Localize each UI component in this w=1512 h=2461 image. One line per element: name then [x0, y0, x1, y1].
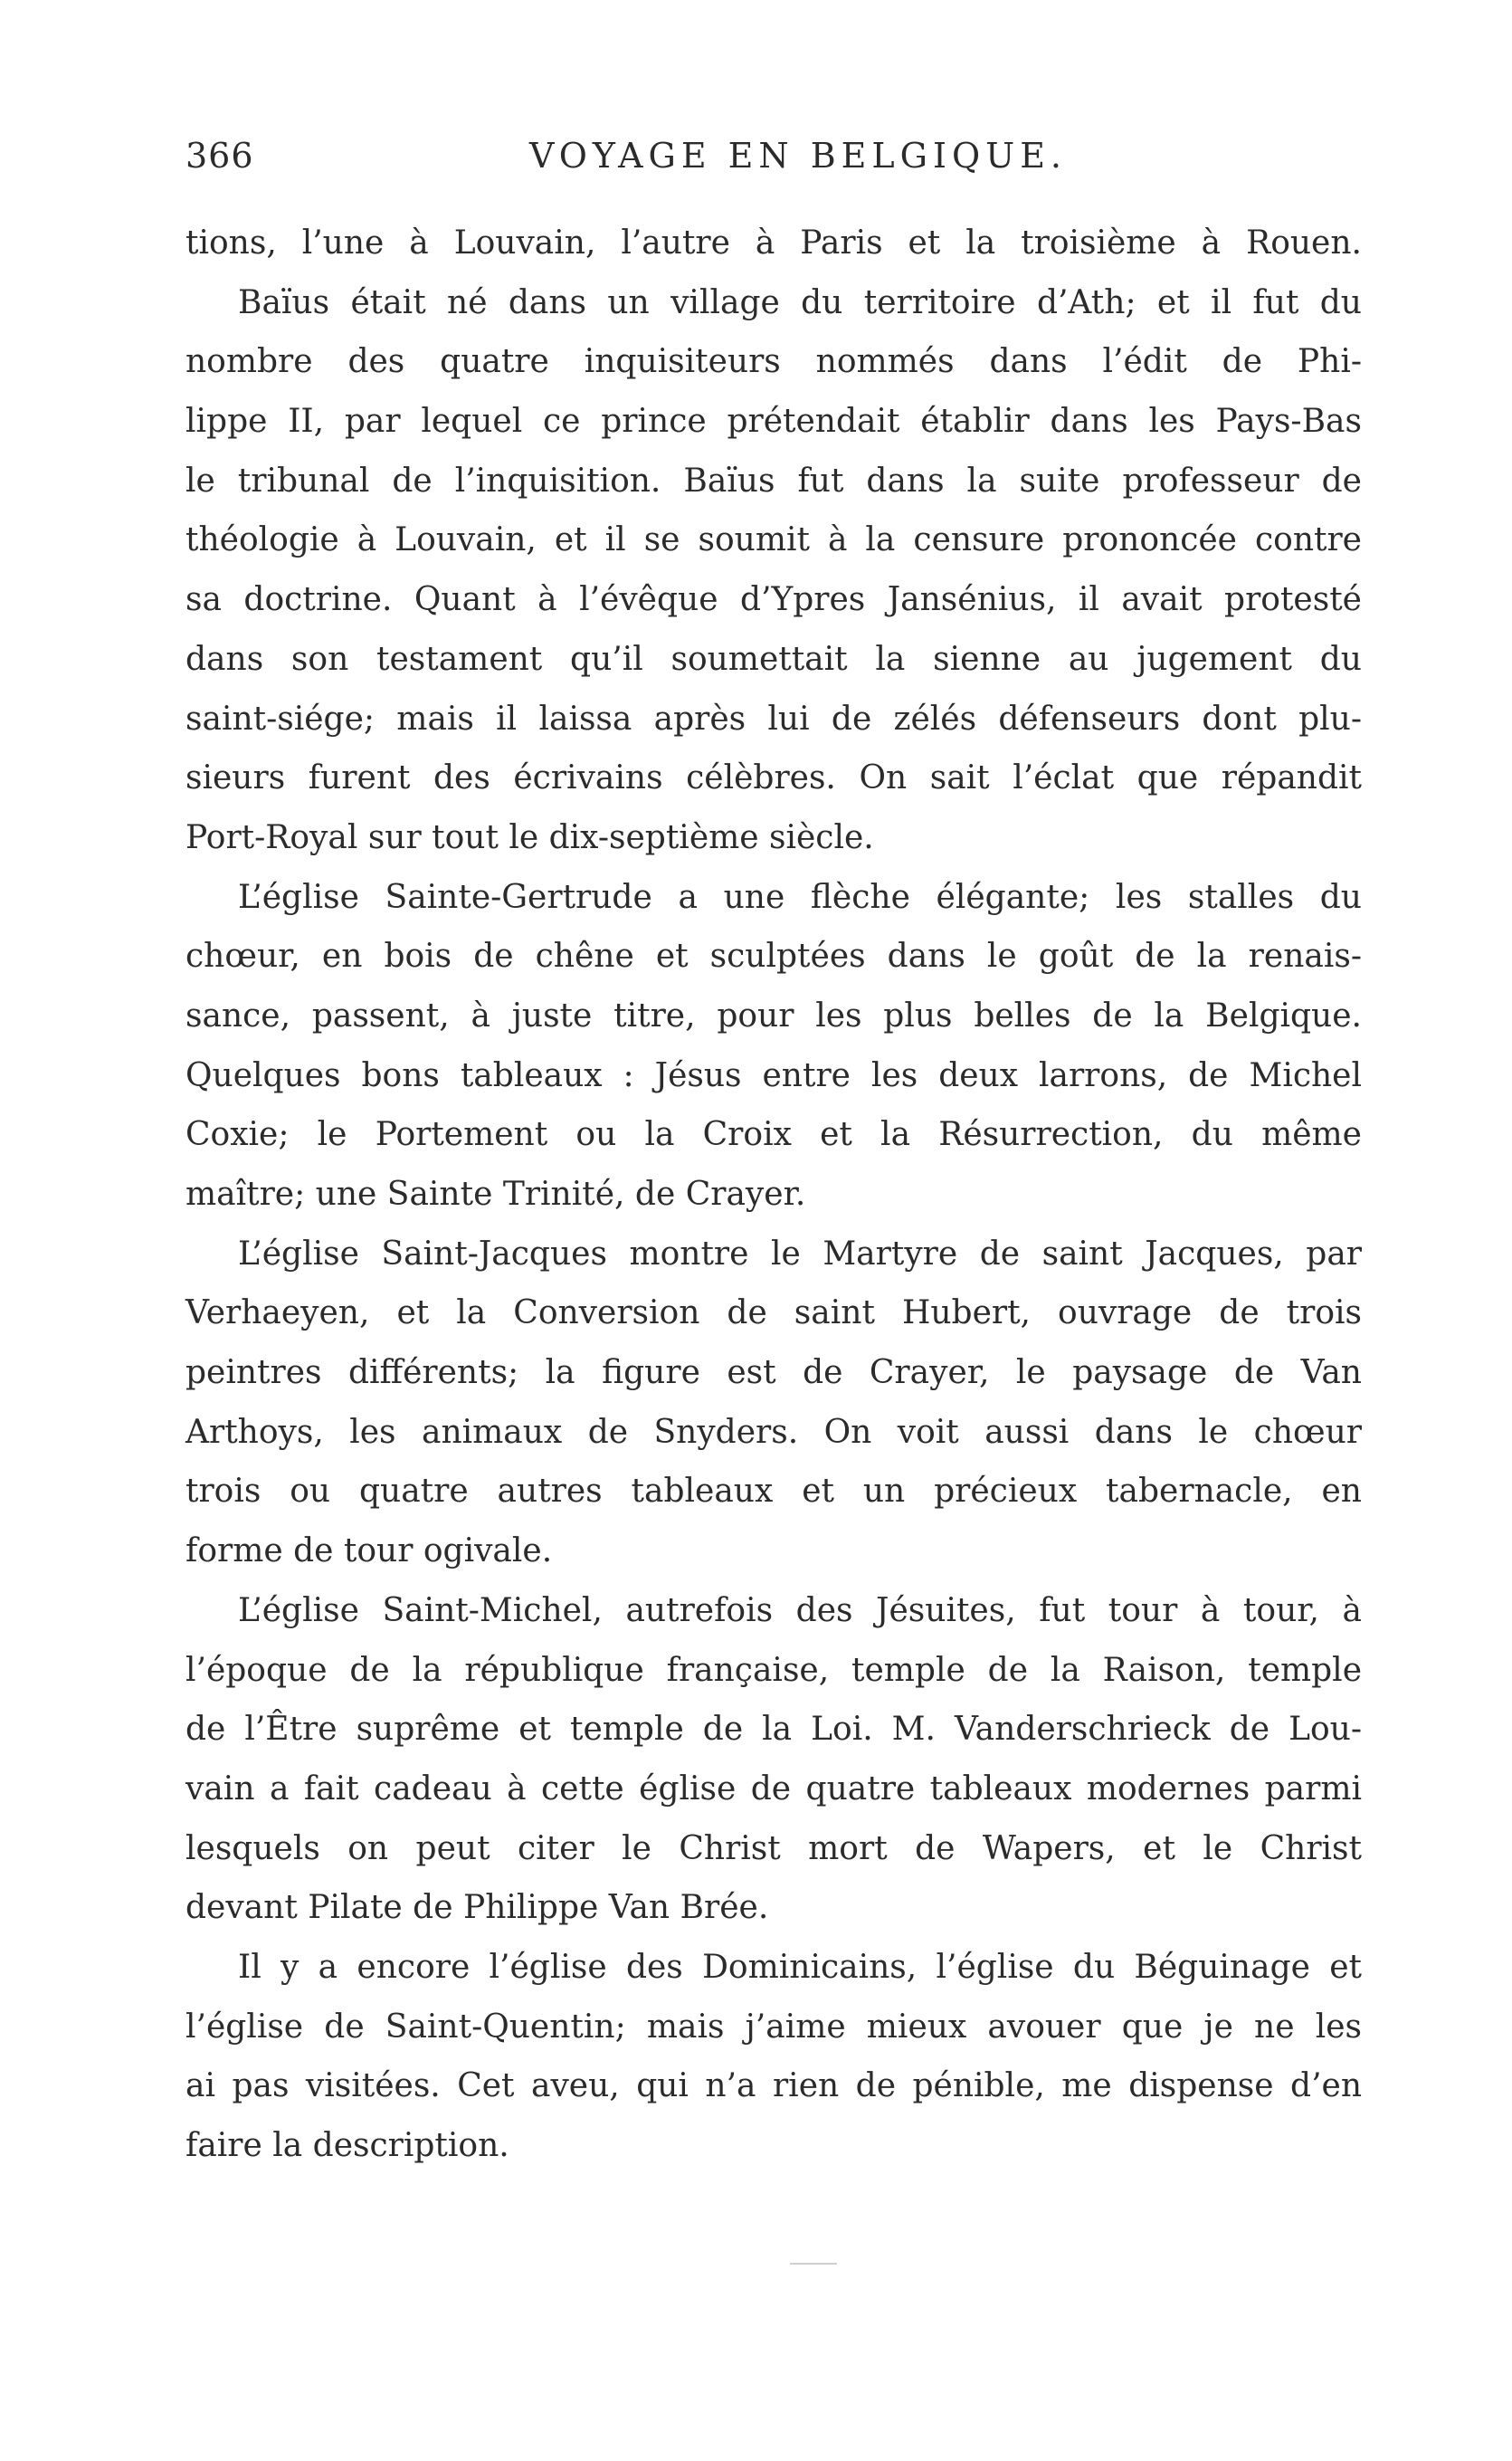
text-line: l’époque de la république française, temple de la Raison, temple: [185, 1651, 1362, 1689]
text-line: de l’Être suprême et temple de la Loi. M. Vanderschrieck de Lou-: [185, 1711, 1362, 1749]
text-line: trois ou quatre autres tableaux et un précieux tabernacle, en: [185, 1473, 1362, 1511]
text-line: le tribunal de l’inquisition. Baïus fut dans la suite professeur de: [185, 462, 1362, 500]
text-line: saint-siége; mais il laissa après lui de zélés défenseurs dont plu-: [185, 700, 1362, 738]
page-header: [185, 136, 1362, 199]
text-line: forme de tour ogivale.: [185, 1532, 553, 1570]
text-line: L’église Saint-Jacques montre le Martyre de saint Jacques, par: [238, 1235, 1362, 1273]
text-line: L’église Saint-Michel, autrefois des Jésuites, fut tour à tour, à: [238, 1591, 1362, 1629]
running-title: VOYAGE EN BELGIQUE.: [529, 136, 1068, 176]
text-line: Baïus était né dans un village du territoire d’Ath; et il fut du: [238, 283, 1362, 321]
text-line: sa doctrine. Quant à l’évêque d’Ypres Jansénius, il avait protesté: [185, 581, 1362, 619]
text-line: devant Pilate de Philippe Van Brée.: [185, 1889, 769, 1927]
text-line: maître; une Sainte Trinité, de Crayer.: [185, 1176, 806, 1213]
text-line: tions, l’une à Louvain, l’autre à Paris et la troisième à Rouen.: [185, 224, 1362, 262]
text-line: Verhaeyen, et la Conversion de saint Hubert, ouvrage de trois: [185, 1294, 1362, 1332]
text-line: Il y a encore l’église des Dominicains, l’église du Béguinage et: [238, 1948, 1362, 1986]
text-line: Arthoys, les animaux de Snyders. On voit aussi dans le chœur: [185, 1413, 1362, 1451]
text-line: lesquels on peut citer le Christ mort de Wapers, et le Christ: [185, 1829, 1362, 1867]
text-line: dans son testament qu’il soumettait la sienne au jugement du: [185, 640, 1362, 678]
page-number: 366: [185, 136, 254, 176]
text-line: théologie à Louvain, et il se soumit à la censure prononcée contre: [185, 521, 1362, 559]
body-text: [185, 214, 1362, 2176]
text-line: faire la description.: [185, 2127, 509, 2164]
text-line: L’église Sainte-Gertrude a une flèche élégante; les stalles du: [238, 878, 1362, 916]
text-line: Coxie; le Portement ou la Croix et la Résurrection, du même: [185, 1116, 1362, 1154]
text-line: sance, passent, à juste titre, pour les plus belles de la Belgique.: [185, 997, 1362, 1035]
text-line: ai pas visitées. Cet aveu, qui n’a rien de pénible, me dispense d’en: [185, 2067, 1362, 2105]
page-rule: [790, 2263, 837, 2265]
text-line: chœur, en bois de chêne et sculptées dans le goût de la renais-: [185, 938, 1362, 976]
text-line: sieurs furent des écrivains célèbres. On sait l’éclat que répandit: [185, 759, 1362, 797]
text-line: peintres différents; la figure est de Crayer, le paysage de Van: [185, 1354, 1362, 1392]
text-line: vain a fait cadeau à cette église de quatre tableaux modernes parmi: [185, 1769, 1362, 1808]
text-line: Port-Royal sur tout le dix-septième siècle.: [185, 818, 874, 856]
text-line: Quelques bons tableaux : Jésus entre les deux larrons, de Michel: [185, 1056, 1362, 1094]
text-line: lippe II, par lequel ce prince prétendait établir dans les Pays-Bas: [185, 403, 1362, 441]
text-line: l’église de Saint-Quentin; mais j’aime mieux avouer que je ne les: [185, 2008, 1362, 2046]
text-line: nombre des quatre inquisiteurs nommés dans l’édit de Phi-: [185, 343, 1362, 381]
